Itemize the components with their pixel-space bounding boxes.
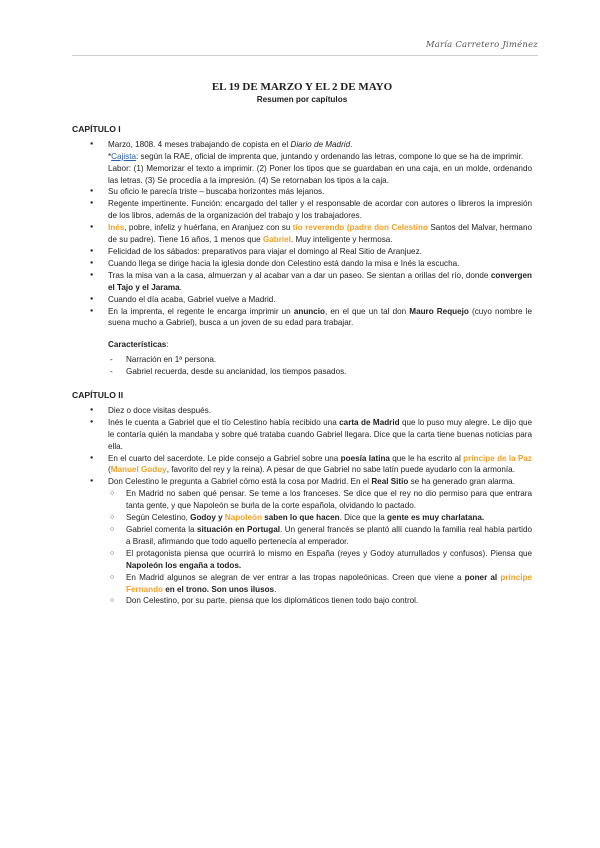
author-name: María Carretero Jiménez (425, 40, 538, 50)
sub-list-item (72, 548, 532, 572)
highlight: Gabriel (262, 235, 291, 245)
list-item: ● Regente impertinente. Función: encargado del taller y el responsable de acordar con autores o libreros la impresión de los libros, además de la organización del trabajo y los trabajadores. (72, 198, 532, 222)
text: En la imprenta, el regente le encarga imprimir un (108, 306, 294, 316)
sub-list-item: ○ En Madrid no saben qué pensar. Se teme a los franceses. Se dice que el rey no dio permiso para que entrara tanta gente, y que Napoleón se burla de la corte española, olvidando lo pactado. (72, 488, 532, 512)
list-item: ● Felicidad de los sábados: preparativos para viajar el domingo al Real Sitio de Aranjuez. (72, 246, 532, 258)
list-item (72, 453, 532, 477)
text: (cuyo nombre le suena mucho a Gabriel), busca a un joven de su edad para trabajar. (108, 306, 533, 328)
bold-text: Godoy (190, 513, 216, 523)
text: . Dice que la (339, 513, 388, 523)
characteristics-heading (72, 339, 532, 351)
list-item: - Gabriel recuerda, desde su ancianidad, los tiempos pasados. (72, 366, 532, 378)
text: que lo puso muy alegre. Le dijo que le contaría quién la mandaba y sobre qué trataba cuando Gabriel llegara. Dice que la carta tiene buenas noticias para ella. (108, 417, 532, 451)
bold-text: Napoleón los engaña a todos. (126, 560, 242, 570)
text: . Muy inteligente y hermosa. (290, 235, 393, 245)
text: Gabriel comenta la (126, 525, 198, 534)
chapter-1-list (72, 139, 532, 330)
document-subtitle: Resumen por capítulos (256, 95, 348, 104)
bold-text: poner al (464, 572, 501, 582)
bold-text: Real Sitio (371, 477, 409, 487)
text: , favorito del rey y la reina). A pesar de que Gabriel no sabe latín puede ayudarlo con la armonía. (166, 465, 515, 475)
text: Inés le cuenta a Gabriel que el tío Celestino había recibido una (108, 417, 340, 427)
text: . Un general francés se plantó allí cuando la familia real había partido a Brasil, afirmando que todo aquello pertenecía al emperador. (126, 525, 532, 546)
text: Tras la misa van a la casa, almuerzan y al acabar van a dar un paseo. Se sientan a orillas del río, donde (108, 270, 491, 280)
sub-list-item: ○ Don Celestino, por su parte, piensa que los diplomáticos tienen todo bajo control. (72, 595, 532, 607)
bold-text: gente es muy charlatana. (387, 513, 485, 523)
bold-text: convergen el Tajo y el Jarama (108, 270, 532, 292)
list-item: - Narración en 1ª persona. (72, 354, 532, 366)
chapter-2-list (72, 405, 532, 607)
text: : (166, 340, 169, 350)
bold-text: carta de Madrid (339, 417, 400, 427)
highlight: Napoleón (224, 513, 262, 523)
list-item (72, 270, 532, 294)
bold-text: y (215, 513, 225, 523)
bold-text: saben lo que hacen (261, 513, 340, 523)
text: , pobre, infeliz y huérfana, en Aranjuez con su (124, 223, 293, 233)
text: Labor: (1) Memorizar el texto a imprimir. (2) Poner los tipos que se guardaban en una caja, en un molde, ordenando las letras. (3) Se procedía a la impresión. (4) Se retornaban los tipos a la caja. (108, 163, 532, 185)
list-item (72, 222, 532, 246)
highlight: padre don Celestino (349, 223, 428, 233)
list-item: ● Diez o doce visitas después. (72, 405, 532, 417)
text: ( (108, 465, 111, 475)
bold-text: ilusos (250, 584, 275, 594)
text: * (108, 151, 112, 161)
list-item (72, 476, 532, 607)
text: : según la RAE, oficial de imprenta que, juntando y ordenando las letras, compone lo que se ha de imprimir. (136, 151, 524, 161)
chapter-1-heading: CAPÍTULO I (72, 123, 121, 134)
text: El protagonista piensa que ocurrirá lo mismo en España (reyes y Godoy aturrullados y confusos). Piensa que (126, 548, 532, 558)
text: ( (344, 223, 350, 233)
list-item (72, 306, 532, 330)
list-item: ● Su oficio le parecía triste – buscaba horizontes más lejanos. (72, 186, 532, 198)
text: En el cuarto del sacerdote. Le pide consejo a Gabriel sobre una (108, 453, 341, 463)
sub-list (72, 488, 532, 607)
sub-list-item (72, 572, 532, 596)
bold-text: anuncio (293, 306, 325, 316)
text: , en el que un tal don (325, 306, 410, 316)
text: Don Celestino le pregunta a Gabriel cómo está la cosa por Madrid. En el (108, 477, 372, 487)
text: . (350, 139, 353, 149)
highlight: Manuel Godoy (110, 465, 167, 475)
text: . (179, 282, 182, 292)
text: se ha generado gran alarma. (408, 477, 515, 487)
list-item (72, 139, 532, 187)
sub-list-item (72, 524, 532, 548)
bold-text: situación en Portugal (197, 525, 280, 534)
characteristics-label: Características (108, 340, 167, 350)
text: que le ha escrito al (389, 453, 464, 463)
bold-text: Son unos (209, 584, 251, 594)
highlight: Inés (108, 223, 125, 233)
document-body (72, 80, 532, 607)
text: Según Celestino, (126, 513, 191, 523)
bold-text: en el trono. (163, 584, 210, 594)
bold-text: poesía latina (340, 453, 390, 463)
bold-text: Mauro Requejo (409, 306, 469, 316)
newspaper-name: Diario de Madrid (290, 139, 351, 149)
text: En Madrid algunos se alegran de ver entrar a las tropas napoleónicas. Creen que viene a (126, 572, 465, 582)
text: . (274, 584, 277, 594)
list-item: ● Cuando el día acaba, Gabriel vuelve a Madrid. (72, 294, 532, 306)
sub-list-item (72, 512, 532, 524)
cajista-link[interactable]: Cajista (111, 151, 137, 161)
text: Santos del Malvar, hermano de su padre). Tiene 16 años, 1 menos que (108, 223, 532, 245)
text: Marzo, 1808. 4 meses trabajando de copista en el (108, 139, 291, 149)
list-item: ● Cuando llega se dirige hacia la iglesia donde don Celestino está dando la misa e Inés la escucha. (72, 258, 532, 270)
characteristics-list (72, 354, 532, 378)
highlight: príncipe Fernando (126, 572, 532, 594)
header-rule (72, 55, 538, 56)
document-title: EL 19 DE MARZO Y EL 2 DE MAYO (211, 81, 393, 93)
list-item (72, 417, 532, 453)
chapter-2-heading: CAPÍTULO II (72, 390, 124, 401)
highlight: príncipe de la Paz (463, 453, 532, 463)
highlight: tío reverendo (292, 223, 345, 233)
